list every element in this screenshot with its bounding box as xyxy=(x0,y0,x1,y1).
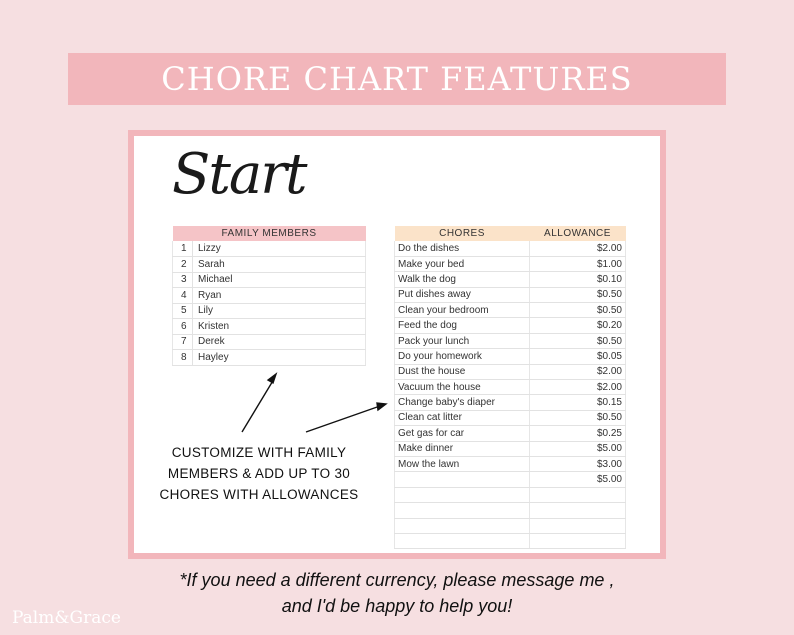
family-row-number: 4 xyxy=(173,288,193,304)
chores-header: CHORES xyxy=(395,226,530,241)
family-member-name[interactable]: Lizzy xyxy=(193,241,366,257)
chore-allowance[interactable]: $0.25 xyxy=(530,426,626,441)
chore-allowance[interactable]: $0.50 xyxy=(530,410,626,425)
chore-allowance[interactable]: $2.00 xyxy=(530,380,626,395)
chore-name[interactable]: Walk the dog xyxy=(395,272,530,287)
chore-name[interactable]: Put dishes away xyxy=(395,287,530,302)
chore-name[interactable]: Feed the dog xyxy=(395,318,530,333)
family-member-name[interactable]: Lily xyxy=(193,303,366,319)
chore-name[interactable]: Make your bed xyxy=(395,256,530,271)
banner-title: CHORE CHART FEATURES xyxy=(161,60,633,98)
chore-allowance[interactable]: $0.50 xyxy=(530,333,626,348)
arrow-to-chores xyxy=(306,406,380,432)
family-row-number: 1 xyxy=(173,241,193,257)
chore-allowance[interactable]: $0.05 xyxy=(530,349,626,364)
family-row-number: 8 xyxy=(173,350,193,366)
chore-name[interactable]: Clean cat litter xyxy=(395,410,530,425)
brand-logo: Palm&Grace xyxy=(12,608,121,628)
family-member-name[interactable]: Sarah xyxy=(193,257,366,273)
chore-allowance[interactable]: $5.00 xyxy=(530,472,626,487)
chore-allowance[interactable]: $0.10 xyxy=(530,272,626,287)
chore-allowance[interactable]: $0.50 xyxy=(530,303,626,318)
family-member-name[interactable]: Derek xyxy=(193,334,366,350)
chore-name[interactable]: Clean your bedroom xyxy=(395,303,530,318)
chore-name[interactable]: Do the dishes xyxy=(395,241,530,256)
customize-callout: CUSTOMIZE WITH FAMILY MEMBERS & ADD UP TO 30 CHORES WITH ALLOWANCES xyxy=(159,445,359,502)
allowance-header: ALLOWANCE xyxy=(530,226,626,241)
chore-name[interactable]: Change baby's diaper xyxy=(395,395,530,410)
chore-allowance[interactable]: $1.00 xyxy=(530,256,626,271)
chore-allowance[interactable]: $0.15 xyxy=(530,395,626,410)
chore-name[interactable]: Get gas for car xyxy=(395,426,530,441)
chore-name[interactable]: Do your homework xyxy=(395,349,530,364)
family-row-number: 6 xyxy=(173,319,193,335)
chore-allowance[interactable]: $3.00 xyxy=(530,456,626,471)
chore-allowance[interactable]: $2.00 xyxy=(530,364,626,379)
arrow-to-family xyxy=(242,379,274,432)
chore-name[interactable]: Pack your lunch xyxy=(395,333,530,348)
chore-allowance[interactable]: $0.20 xyxy=(530,318,626,333)
family-member-name[interactable]: Ryan xyxy=(193,288,366,304)
chore-name[interactable]: Make dinner xyxy=(395,441,530,456)
family-members-header: FAMILY MEMBERS xyxy=(173,226,366,241)
title-banner xyxy=(68,53,726,105)
chore-chart-card xyxy=(134,136,660,553)
family-row-number: 5 xyxy=(173,303,193,319)
start-script-title: Start xyxy=(172,142,306,207)
family-member-name[interactable]: Kristen xyxy=(193,319,366,335)
chore-allowance[interactable]: $2.00 xyxy=(530,241,626,256)
chore-name[interactable]: Mow the lawn xyxy=(395,456,530,471)
family-member-name[interactable]: Michael xyxy=(193,272,366,288)
chore-allowance[interactable]: $0.50 xyxy=(530,287,626,302)
family-member-name[interactable]: Hayley xyxy=(193,350,366,366)
family-row-number: 7 xyxy=(173,334,193,350)
chore-name[interactable]: Vacuum the house xyxy=(395,380,530,395)
chore-name[interactable]: Dust the house xyxy=(395,364,530,379)
chore-allowance[interactable]: $5.00 xyxy=(530,441,626,456)
currency-footnote: *If you need a different currency, please message me , and I'd be happy to help you! xyxy=(179,570,615,616)
family-row-number: 2 xyxy=(173,257,193,273)
arrowhead-chores xyxy=(377,403,386,410)
arrowhead-family xyxy=(268,374,276,383)
family-row-number: 3 xyxy=(173,272,193,288)
